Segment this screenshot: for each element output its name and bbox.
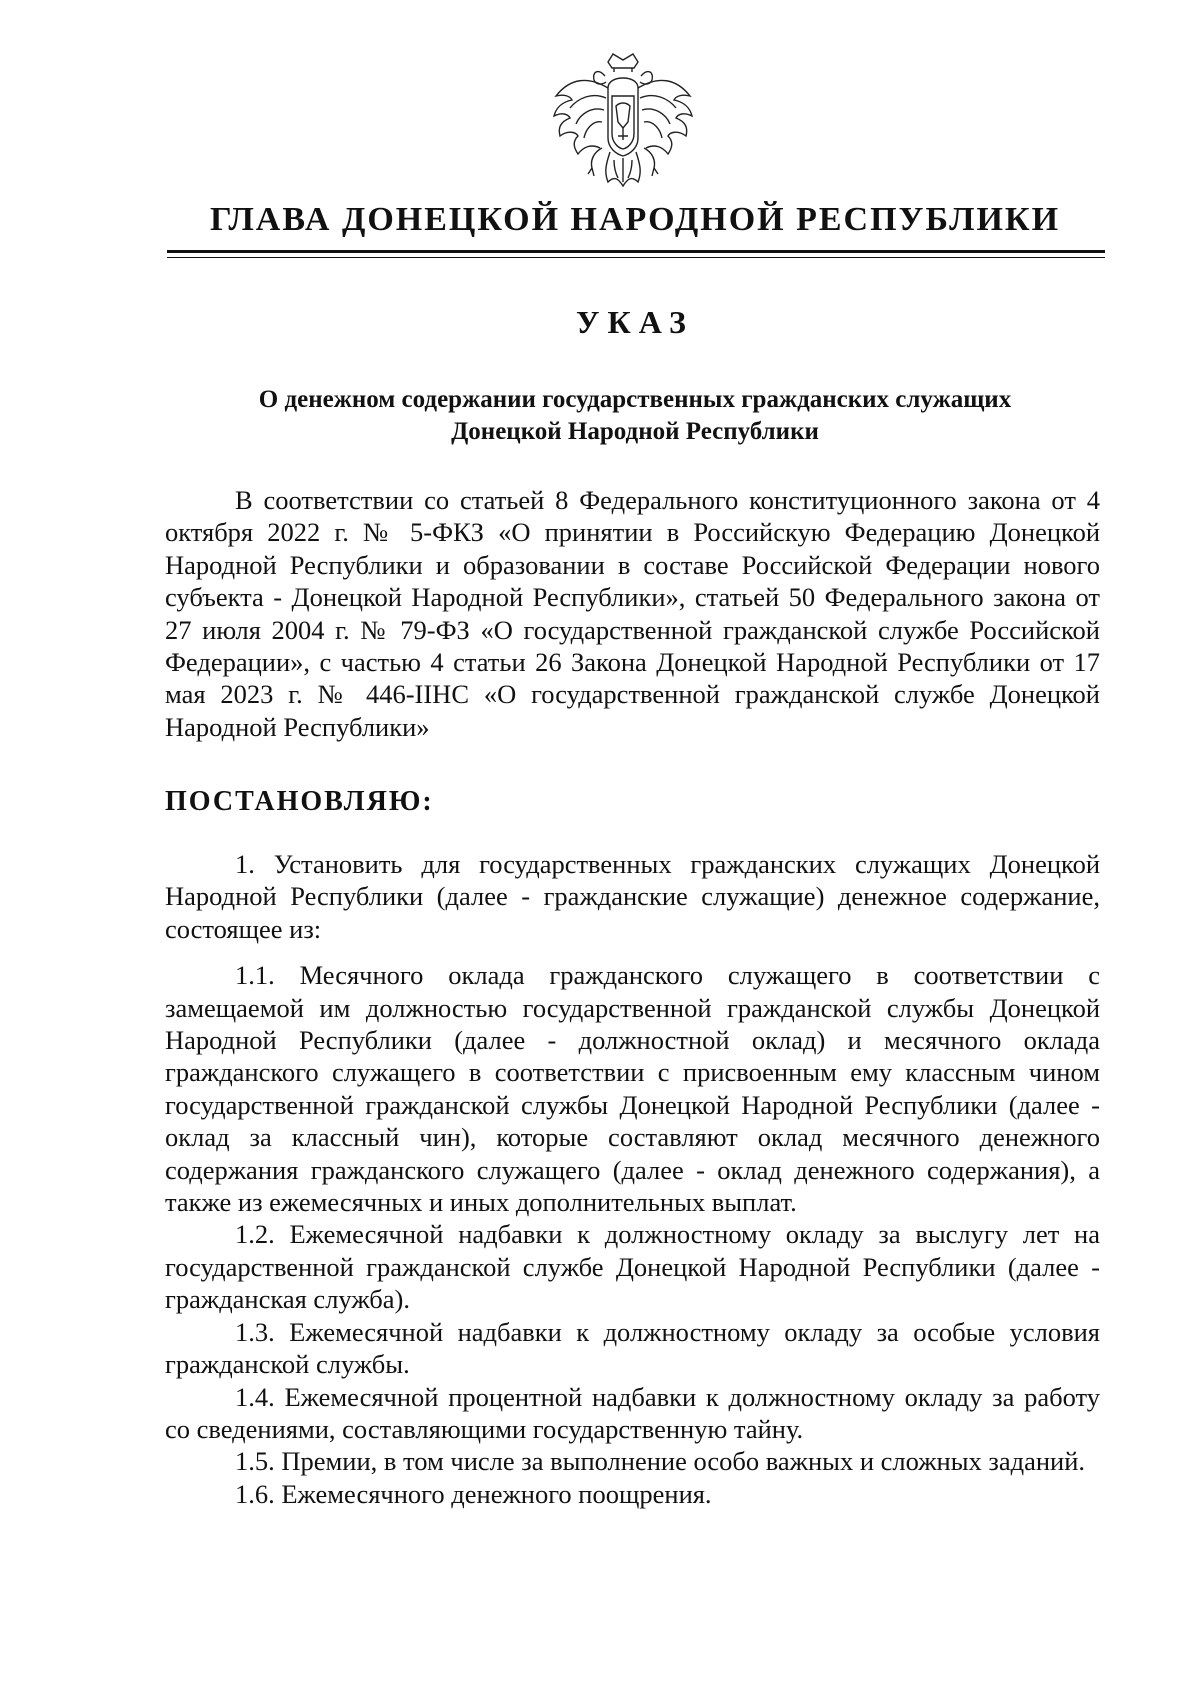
header-divider-thin <box>167 257 1105 258</box>
decree-items <box>165 848 1100 1510</box>
decree-item: 1.1. Месячного оклада гражданского служащего в соответствии с замещаемой им должностью государственной гражданской службы Донецкой Народной Республики (далее - должностной оклад) и месячного оклада гражданского служащего в соответствии с присвоенным ему классным чином государственной гражданской службы Донецкой Народной Республики (далее - оклад за классный чин), которые составляют оклад месячного денежного содержания гражданского служащего (далее - оклад денежного содержания), а также из ежемесячных и иных дополнительных выплат. <box>165 960 1100 1218</box>
subject-line: О денежном содержании государственных гражданских служащих <box>258 386 1012 413</box>
decree-item: 1.4. Ежемесячной процентной надбавки к должностному окладу за работу со сведениями, составляющими государственную тайну. <box>165 1381 1100 1444</box>
document-type-title: УКАЗ <box>576 304 694 340</box>
subject-line: Донецкой Народной Республики <box>451 418 819 445</box>
coat-of-arms-icon <box>548 52 698 198</box>
decree-item: 1. Установить для государственных гражданских служащих Донецкой Народной Республики (далее - гражданские служащие) денежное содержание, состоящее из: <box>165 849 1100 944</box>
decree-item: 1.6. Ежемесячного денежного поощрения. <box>235 1478 712 1509</box>
decree-item: 1.2. Ежемесячной надбавки к должностному окладу за выслугу лет на государственной гражданской службе Донецкой Народной Республики (далее - гражданская служба). <box>165 1219 1100 1315</box>
header-divider-thick <box>167 250 1105 253</box>
preamble-paragraph: В соответствии со статьей 8 Федерального конституционного закона от 4 октября 2022 г. № 5-ФКЗ «О принятии в Российскую Федерацию Донецкой Народной Республики и образовании в составе Российской Федерации нового субъекта - Донецкой Народной Республики», статьей 50 Федерального закона от 27 июля 2004 г. № 79-ФЗ «О государственной гражданской службе Российской Федерации», с частью 4 статьи 26 Закона Донецкой Народной Республики от 17 мая 2023 г. № 446-IIНС «О государственной гражданской службе Донецкой Народной Республики» <box>165 485 1100 742</box>
document-subject <box>170 384 1100 448</box>
issuer-title: ГЛАВА ДОНЕЦКОЙ НАРОДНОЙ РЕСПУБЛИКИ <box>209 201 1061 238</box>
decree-item: 1.5. Премии, в том числе за выполнение особо важных и сложных заданий. <box>235 1446 1086 1477</box>
decree-item: 1.3. Ежемесячной надбавки к должностному окладу за особые условия гражданской службы. <box>165 1316 1100 1380</box>
decree-heading: ПОСТАНОВЛЯЮ: <box>165 786 434 817</box>
